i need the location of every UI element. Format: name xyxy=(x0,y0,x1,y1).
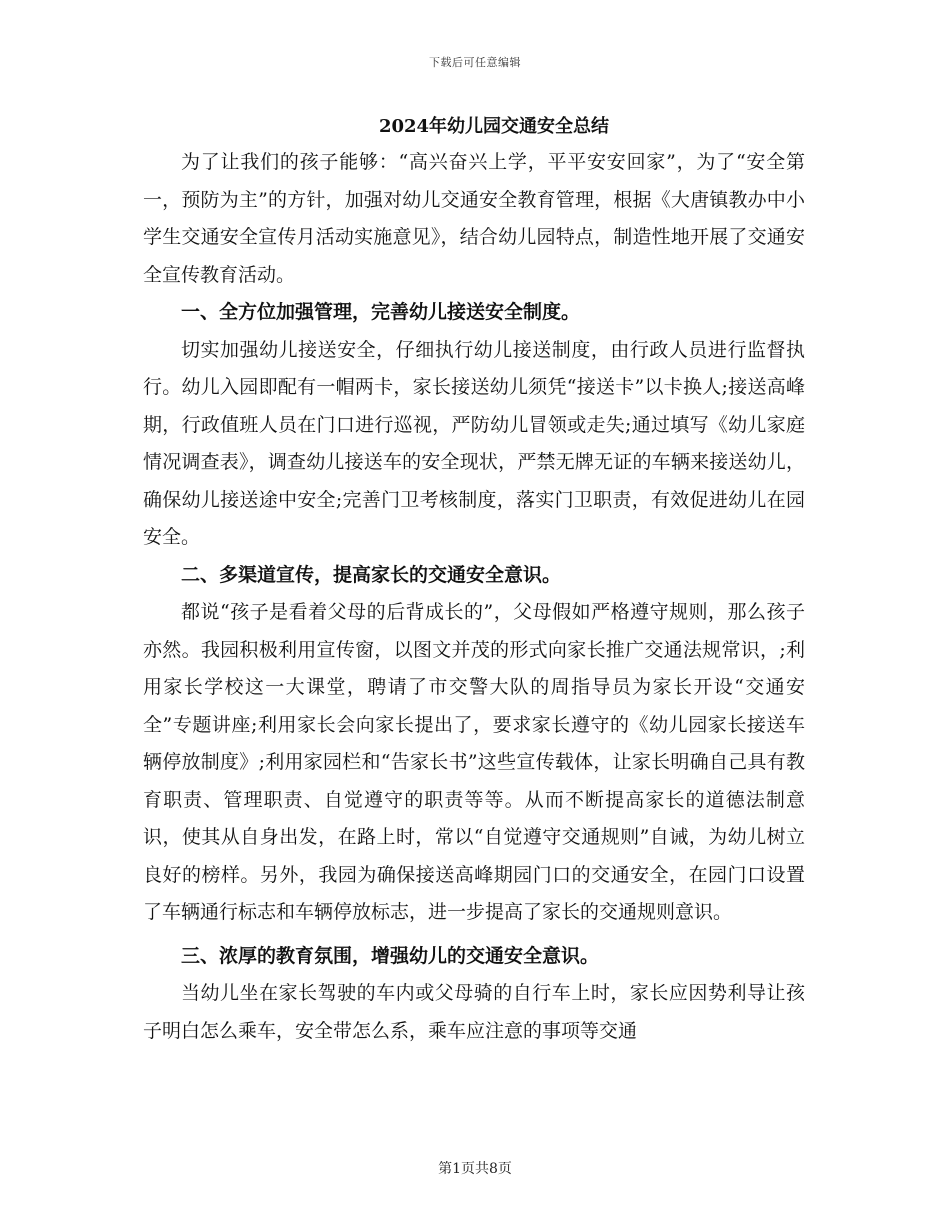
section-heading-1: 一、全方位加强管理，完善幼儿接送安全制度。 xyxy=(181,301,581,323)
page-footer-number: 第1页共8页 xyxy=(438,1161,512,1177)
intro-paragraph: 为了让我们的孩子能够：“高兴奋兴上学，平平安安回家”，为了“安全第一，预防为主”的方针，加强对幼儿交通安全教育管理，根据《大唐镇教办中小学生交通安全宣传月活动实施意见》，结合幼儿园特点，制造性地开展了交通安全宣传教育活动。 xyxy=(143,151,805,286)
section-heading-3: 三、浓厚的教育氛围，增强幼儿的交通安全意识。 xyxy=(181,944,600,967)
section-body-1: 切实加强幼儿接送安全，仔细执行幼儿接送制度，由行政人员进行监督执行。幼儿入园即配有一帽两卡，家长接送幼儿须凭“接送卡”以卡换人;接送高峰期，行政值班人员在门口进行巡视，严防幼儿冒领或走失;通过填写《幼儿家庭情况调查表》，调查幼儿接送车的安全现状，严禁无牌无证的车辆来接送幼儿，确保幼儿接送途中安全;完善门卫考核制度，落实门卫职责，有效促进幼儿在园安全。 xyxy=(143,338,805,548)
page-header-note: 下载后可任意编辑 xyxy=(429,56,521,69)
section-body-2: 都说“孩子是看着父母的后背成长的”，父母假如严格遵守规则，那么孩子亦然。我园积极利用宣传窗，以图文并茂的形式向家长推广交通法规常识，;利用家长学校这一大课堂，聘请了市交警大队的周指导员为家长开设“交通安全”专题讲座;利用家长会向家长提出了，要求家长遵守的《幼儿园家长接送车辆停放制度》;利用家园栏和“告家长书”这些宣传载体，让家长明确自己具有教育职责、管理职责、自觉遵守的职责等等。从而不断提高家长的道德法制意识，使其从自身出发，在路上时，常以“自觉遵守交通规则”自诫，为幼儿树立良好的榜样。另外，我园为确保接送高峰期园门口的交通安全，在园门口设置了车辆通行标志和车辆停放标志，进一步提高了家长的交通规则意识。 xyxy=(143,601,805,923)
section-body-3: 当幼儿坐在家长驾驶的车内或父母骑的自行车上时，家长应因势利导让孩子明白怎么乘车，安全带怎么系，乘车应注意的事项等交通 xyxy=(143,982,805,1042)
document-body xyxy=(143,112,805,1050)
document-title: 2024年幼儿园交通安全总结 xyxy=(378,116,610,137)
section-heading-2: 二、多渠道宣传，提高家长的交通安全意识。 xyxy=(181,563,562,586)
